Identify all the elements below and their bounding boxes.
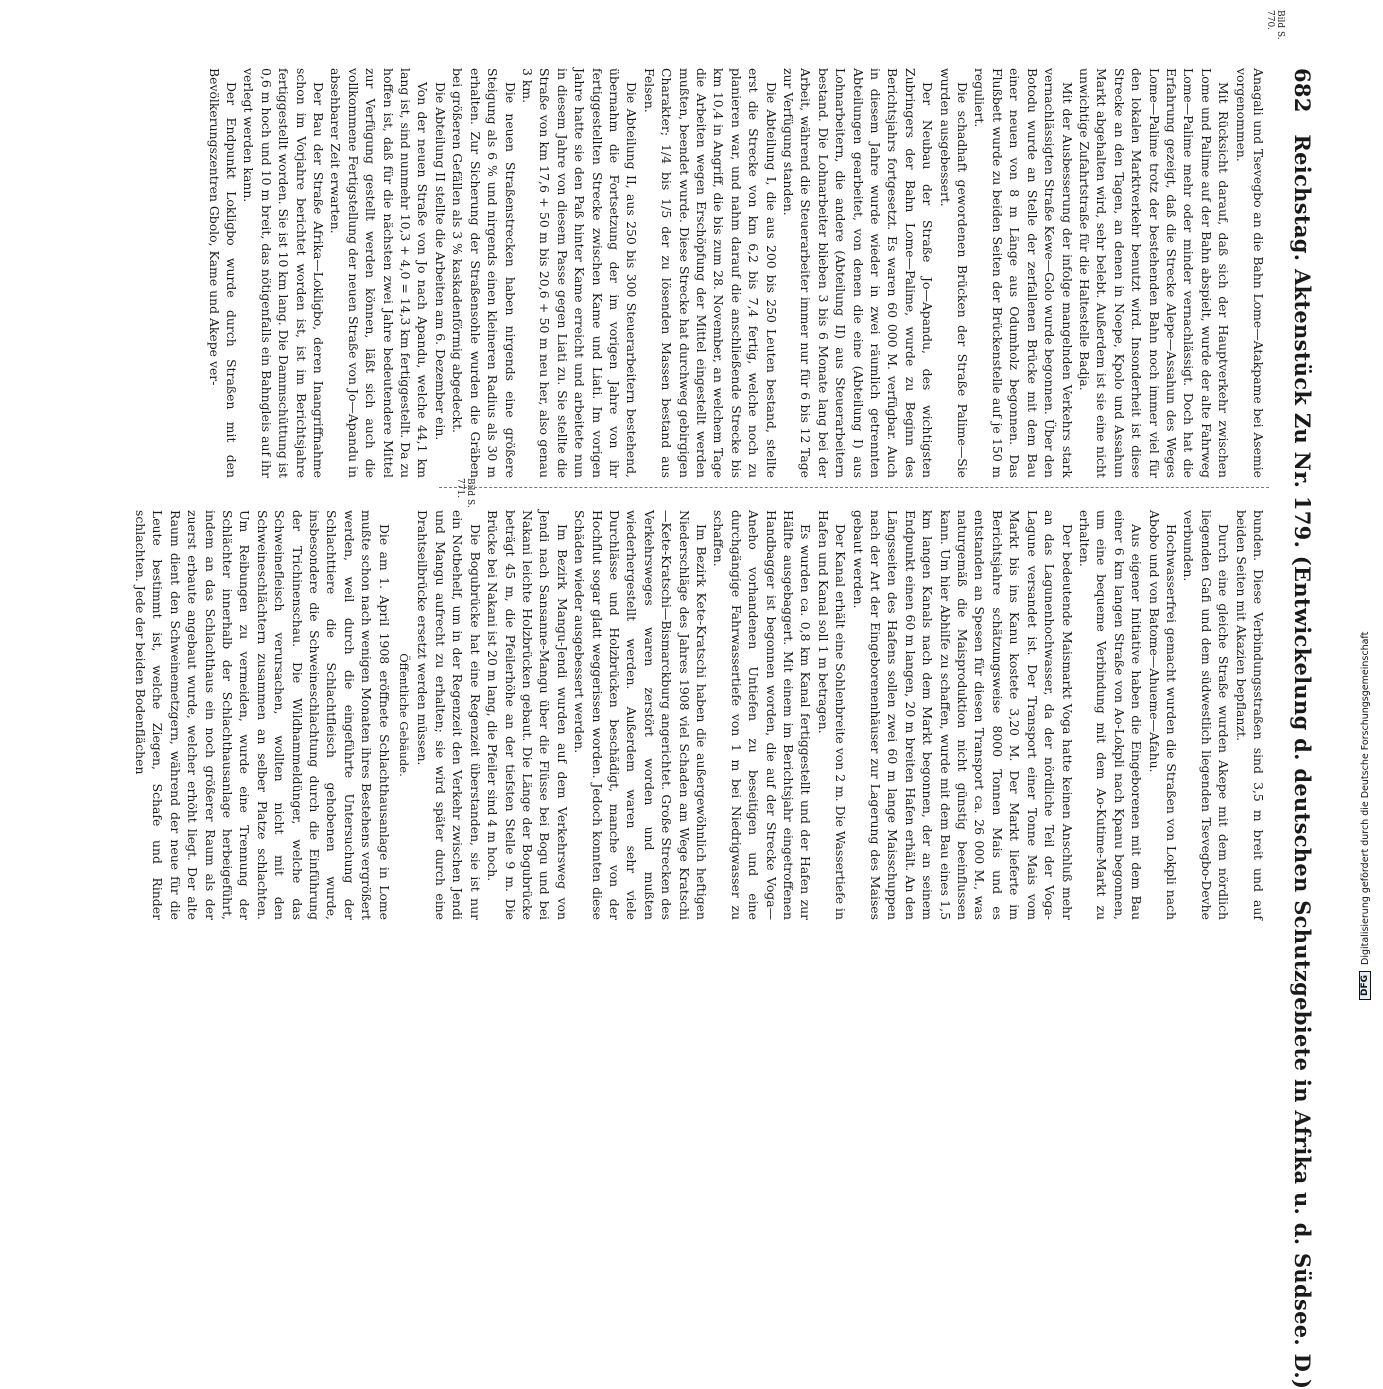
paragraph: Der bedeutende Maismarkt Voga hatte keinen Anschluß mehr an das Lagunenhochwasser, da der nördliche Teil der Voga-Lagune versandet ist. Der Transport einer Tonne Mais vom Markt bis ins Kanu kostete 3,20 M. Der Markt lieferte im Berichtsjahre schätzungsweise 8000 Tonnen Mais und es entstanden an Spesen für diesen Transport ca. 26 000 M., was naturgemäß die Maisproduktion nicht günstig beeinflussen kann. Um hier Abhilfe zu schaffen, wurde mit dem Bau eines 1,5 km langen Kanals nach dem Markt begonnen, der an seinem Endpunkt einen 60 m langen, 20 m breiten Hafen erhält. An den Längsseiten des Hafens sollen zwei 60 m lange Maisschuppen nach der Art der Eingeborenenhäuser zur Lagerung des Maises gebaut werden. bbox=[850, 510, 1075, 920]
left-column bbox=[205, 68, 1267, 478]
paragraph: Der Kanal erhält eine Sohlenbreite von 2 m. Die Wassertiefe in Hafen und Kanal soll 1 m betragen. bbox=[815, 510, 849, 920]
margin-note-bild-771: Bild S. 771. bbox=[455, 478, 475, 508]
paragraph: Mit Rücksicht darauf, daß sich der Hauptverkehr zwischen Lome und Palime auf der Bahn abspielt, wurde der alte Fahrweg Lome—Palime mehr oder minder vernachlässigt. Doch hat die Erfahrung gezeigt, daß die Strecke Alepe—Assahun des Weges Lome—Palime trotz der bestehenden Bahn noch immer viel für den lokalen Marktverkehr benutzt wird. Insonderheit ist diese Strecke an den Tagen, an denen in Noepe, Kpolo und Assahun Markt abgehalten wird, sehr belebt. Außerdem ist sie eine nicht unwichtige Zufahrtstraße für die Haltestelle Badja. bbox=[1076, 68, 1232, 478]
paragraph: Der Endpunkt Lokligbo wurde durch Straßen mit den Bevölkerungszentren Gbolo, Kame und Akepe ver- bbox=[206, 68, 240, 478]
dfg-logo: DFG bbox=[1359, 971, 1371, 1000]
paragraph: Die neuen Straßenstrecken haben nirgends eine größere Steigung als 6 % und nirgends einen kleineren Radius als 30 m erhalten. Zur Sicherung der Straßensohle wurden die Gräben bei größeren Gefällen als 3 % kaskadenförmig abgedeckt. bbox=[450, 68, 518, 478]
paragraph: Die Bogubrücke hat eine Regenzeit überstanden, sie ist nur ein Notbehelf, um in der Regenzeit den Verkehr zwischen Jendi und Mangu aufrecht zu erhalten; sie wird später durch eine Drahtseilbrücke ersetzt werden müssen. bbox=[415, 510, 483, 920]
paragraph: Im Bezirk Kete-Kratschi haben die außergewöhnlich heftigen Niederschläge des Jahres 1908 viel Schaden am Wege Kratschi—Kete-Kratschi—Bismarckburg angerichtet. Große Strecken des Verkehrsweges waren zerstört worden und mußten wiederhergestellt werden. Außerdem waren sehr viele Durchlässe und Holzbrücken beschädigt, manche von der Hochflut sogar glatt weggerissen worden. Jedoch konnten diese Schäden wieder ausgebessert werden. bbox=[572, 510, 709, 920]
paragraph: Mit der Ausbesserung der infolge mangelnden Verkehrs stark vernachlässigten Straße Kewe—Golo wurde begonnen. Über den Botodu wurde an Stelle der zerfallenen Brücke mit dem Bau einer neuen von 8 m Länge aus Odumholz begonnen. Das Flußbett wurde zu beiden Seiten der Brückenstelle auf je 150 m reguliert. bbox=[972, 68, 1075, 478]
digitization-credit bbox=[1355, 420, 1375, 1000]
paragraph: Die Abteilung I, die aus 200 bis 250 Leuten bestand, stellte erst die Strecke von km 6,2 bis 7,4 fertig, welche noch zu planieren war, und nahm darauf die anschließende Strecke bis km 10,4 in Angriff, die bis zum 28. November, an welchem Tage die Arbeiten wegen Erschöpfung der Mittel eingestellt werden mußten, beendet wurde. Diese Strecke hat durchweg gebirgigen Charakter; 1/4 bis 1/5 der zu lösenden Massen bestand aus Felsen. bbox=[641, 68, 779, 478]
section-heading: Öffentliche Gebäude. bbox=[397, 653, 412, 777]
paragraph: Die Abteilung II, aus 250 bis 300 Steuerarbeitern bestehend, übernahm die Fortsetzung der im vorigen Jahre von ihr fertiggestellten Strecke zwischen Kame und Liati. Im vorigen Jahre hatte sie den Paß hinter Kame erreicht und arbeitete nun in diesem Jahre von diesem Passe gegen Liati zu. Sie stellte die Straße von km 17,6 + 50 m bis 20,6 + 50 m neu her, also genau 3 km. bbox=[519, 68, 640, 478]
paragraph: Der Neubau der Straße Jo—Apandu, des wichtigsten Zubringers der Bahn Lome—Palime, wurde zu Beginn des Berichtsjahrs fortgesetzt. Es waren 60 000 M. verfügbar. Auch in diesem Jahre wurde wieder in zwei räumlich getrennten Abteilungen gearbeitet, von denen die eine (Abteilung I) aus Lohnarbeitern, die andere (Abteilung II) aus Steuerarbeitern bestand. Die Lohnarbeiter blieben 3 bis 6 Monate lang bei der Arbeit, während die Steuerarbeiter immer nur für 6 bis 12 Tage zur Verfügung standen. bbox=[781, 68, 936, 478]
page-number: 682 bbox=[1290, 68, 1315, 113]
running-title: Reichstag. Aktenstück Zu Nr. 179. (Entwickelung d. deutschen Schutzgebiete in Afrika u. d. Südsee. D.) bbox=[1290, 134, 1315, 1389]
paragraph: Hochwasserfrei gemacht wurden die Straßen von Lokpli nach Abobo und von Batome—Ahueme—Afahu. bbox=[1146, 510, 1179, 920]
paragraph: Anagali und Tsevegbo an die Bahn Lome—Atakpame bei Asemie vorgenommen. bbox=[1233, 68, 1266, 478]
paragraph: bunden. Diese Verbindungsstraßen sind 3,5 m breit und auf beiden Seiten mit Akazien bepflanzt. bbox=[1233, 510, 1266, 920]
paragraph: Durch eine gleiche Straße wurden Akepe mit dem nördlich liegenden Gafi und dem südwestlich liegenden Tsevegbo-Devhe verbunden. bbox=[1181, 510, 1232, 920]
document-page bbox=[70, 10, 1315, 1389]
paragraph: Die schadhaft gewordenen Brücken der Straße Palime—Sie wurden ausgebessert. bbox=[937, 68, 971, 478]
margin-note-bild-770: Bild S. 770. bbox=[1265, 10, 1285, 40]
paragraph: Von der neuen Straße von Jo nach Apandu, welche 44,1 km lang ist, sind nunmehr 10,3 + 4,0 = 14,3 km fertiggestellt. Da zu hoffen ist, daß für die nächsten zwei Jahre bedeutendere Mittel zur Verfügung gestellt werden können, läßt sich auch die vollkommene Fertigstellung der neuen Straße von Jo—Apandu in absehbarer Zeit erwarten. bbox=[328, 68, 431, 478]
paragraph: Es wurden ca. 0,8 km Kanal fertiggestellt und der Hafen zur Hälfte ausgebaggert. Mit einem im Berichtsjahr eingetroffenen Handbagger ist begonnen worden, die auf der Strecke Voga—Aneho vorhandenen Untiefen zu beseitigen und eine durchgängige Fahrwassertiefe von 1 m bei Niedrigwasser zu schaffen. bbox=[711, 510, 814, 920]
credit-text: Digitalisierung gefördert durch die Deutsche Forschungsgemeinschaft bbox=[1359, 631, 1371, 965]
paragraph: Die Abteilung II stellte die Arbeiten am 6. Dezember ein. bbox=[432, 82, 448, 441]
right-column bbox=[132, 510, 1267, 920]
paragraph: Im Bezirk Mangu-Jendi wurden auf dem Verkehrsweg von Jendi nach Sansanne-Mangu über die Flüsse bei Bogu und bei Nakani leichte Holzbrücken gebaut. Die Länge der Bogubrücke beträgt 45 m, die Pfeilerhöhe an der tiefsten Stelle 9 m. Die Brücke bei Nakani ist 20 m lang, die Pfeiler sind 4 m hoch. bbox=[485, 510, 570, 920]
paragraph: Aus eigener Initiative haben die Eingeborenen mit dem Bau einer 6 km langen Straße von Ao-Lokpli nach Kpanu begonnen, um eine bequeme Verbindung mit dem Ao-Kutime-Markt zu erhalten. bbox=[1076, 510, 1145, 920]
paragraph: Der Bau der Straße Afrika—Lokligbo, deren Inangriffnahme schon im Vorjahre berichtet worden ist, ist im Berichtsjahre fertiggestellt worden. Sie ist 10 km lang. Die Dammschüttung ist 0,6 m hoch und 10 m breit, das nötigenfalls ein Bahngleis auf ihr verlegt werden kann. bbox=[241, 68, 327, 478]
page-header bbox=[1275, 68, 1315, 1389]
column-divider bbox=[439, 487, 1269, 488]
paragraph: Die am 1. April 1908 eröffnete Schlachthausanlage in Lome mußte schon nach wenigen Monaten ihres Bestehens vergrößert werden, weil durch die eingeführte Untersuchung der Schlachttiere die Schlachtfleisch gehobenen wurde, insbesondere die Schweineschlachtung durch die Einführung der Trichinenschau. Die Wildhammeldünger, welche das Schweinefleisch verursachen, wollten nicht mit den Schweineschlächtern zusammen an selber Platze schlachten. Um Reibungen zu vermeiden, wurde eine Trennung der Schlächter innerhalb der Schlachthausanlage herbeigeführt, indem an das Schlachthaus ein noch größerer Raum als der zuerst erbaute angebaut wurde, welcher erhöht liegt. Der alte Raum dient den Schweinemetzgern, während der neue für die Leute bestimmt ist, welche Ziegen, Schafe und Rinder schlachten. Jede der beiden Bodenflächen bbox=[133, 510, 392, 920]
